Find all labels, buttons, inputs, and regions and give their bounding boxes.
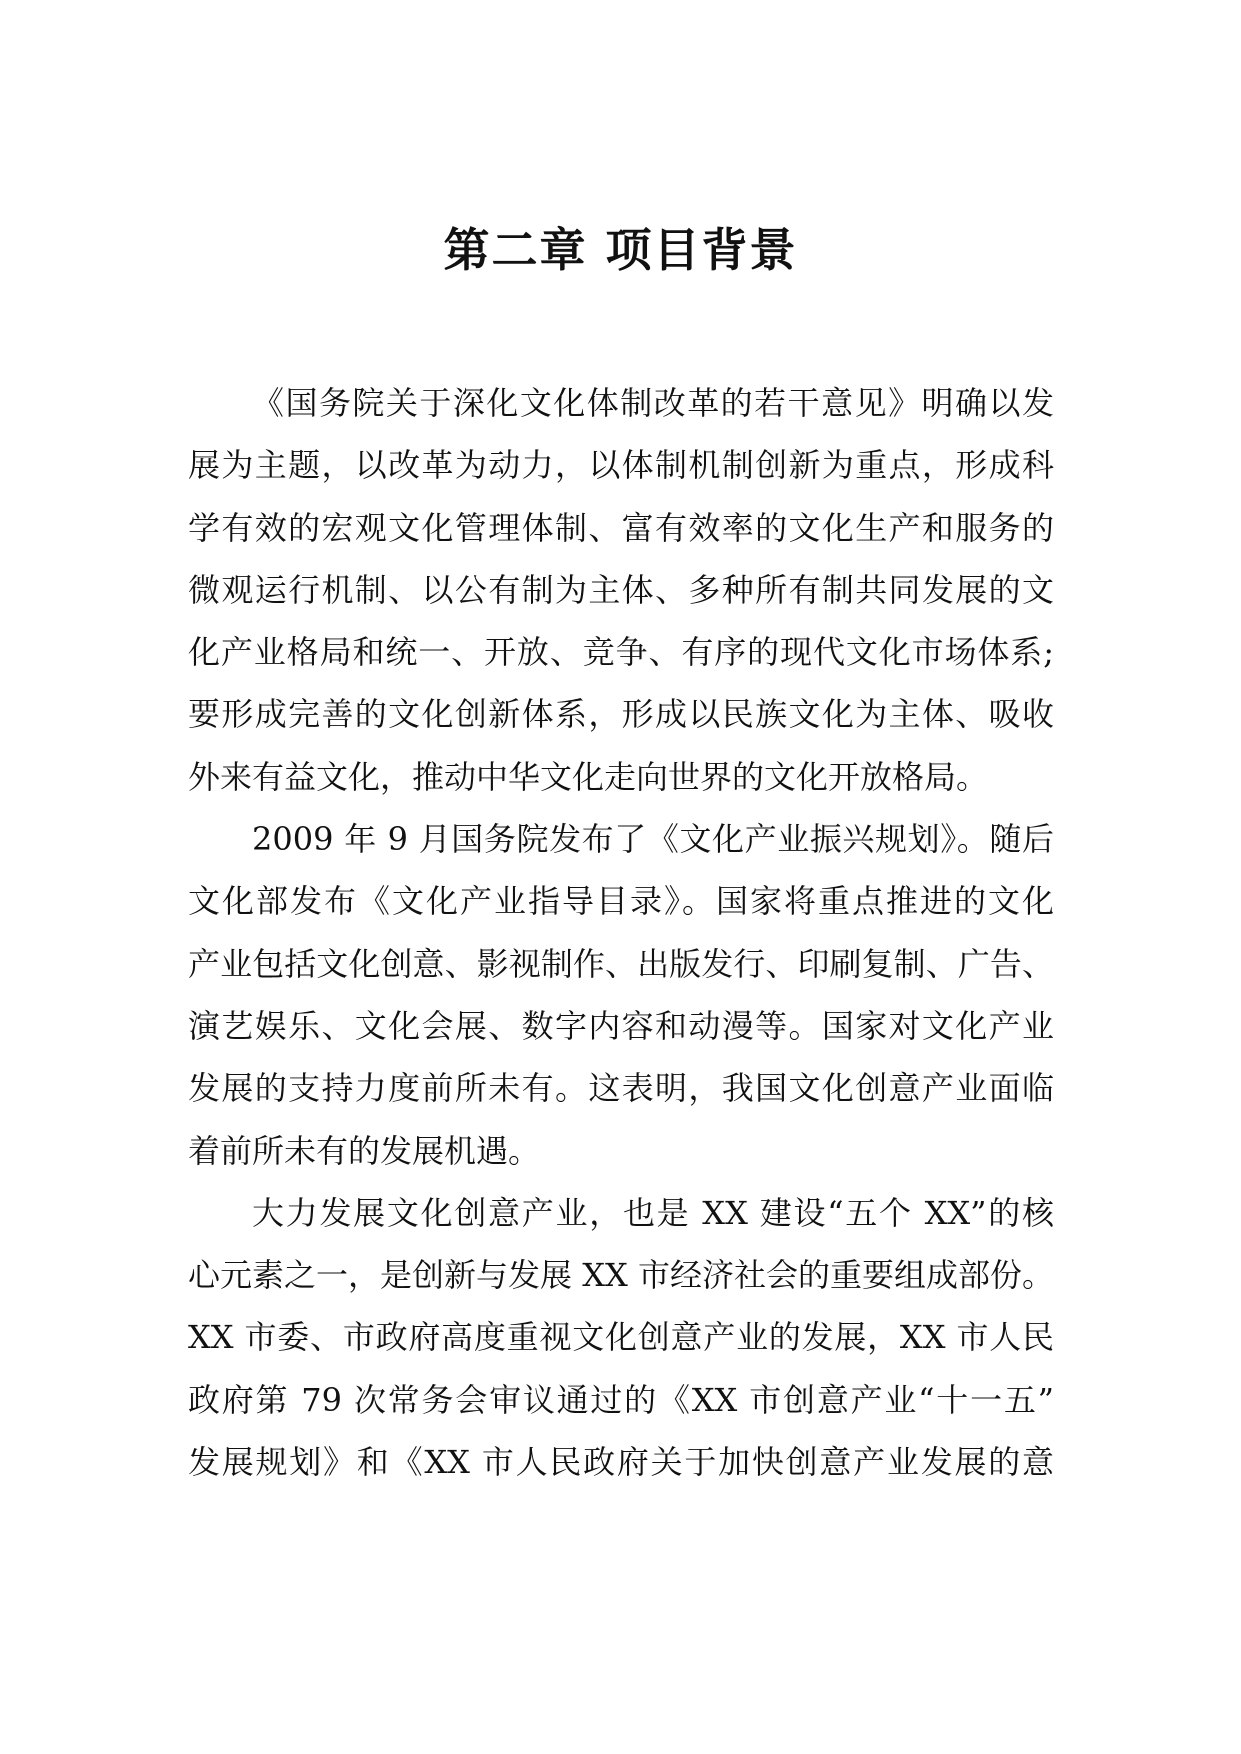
paragraph-2-line: 产业包括文化创意、影视制作、出版发行、印刷复制、广告、: [188, 944, 1054, 983]
paragraph-1-line: 展为主题，以改革为动力，以体制机制创新为重点，形成科: [188, 446, 1054, 485]
chapter-title: 第二章 项目背景: [443, 223, 798, 277]
paragraph-2-line: 发展的支持力度前所未有。这表明，我国文化创意产业面临: [188, 1069, 1054, 1108]
paragraph-2-line: 演艺娱乐、文化会展、数字内容和动漫等。国家对文化产业: [188, 1006, 1054, 1045]
body-text: [188, 372, 1054, 1493]
paragraph-2-line: 着前所未有的发展机遇。: [188, 1131, 541, 1170]
paragraph-3-line: 大力发展文化创意产业，也是 XX 建设“五个 XX”的核: [252, 1193, 1054, 1232]
paragraph-1-line: 学有效的宏观文化管理体制、富有效率的文化生产和服务的: [188, 508, 1054, 547]
paragraph-3-line: XX 市委、市政府高度重视文化创意产业的发展，XX 市人民: [188, 1318, 1054, 1357]
paragraph-2-line: 2009 年 9 月国务院发布了《文化产业振兴规划》。随后: [252, 820, 1054, 859]
paragraph-3-line: 政府第 79 次常务会审议通过的《XX 市创意产业“十一五”: [188, 1380, 1054, 1419]
paragraph-2-line: 文化部发布《文化产业指导目录》。国家将重点推进的文化: [188, 882, 1054, 921]
paragraph-1-line: 化产业格局和统一、开放、竞争、有序的现代文化市场体系;: [188, 633, 1054, 672]
paragraph-1-line: 《国务院关于深化文化体制改革的若干意见》明确以发: [252, 384, 1054, 422]
paragraph-1-line: 微观运行机制、以公有制为主体、多种所有制共同发展的文: [188, 570, 1054, 609]
paragraph-1-line: 要形成完善的文化创新体系，形成以民族文化为主体、吸收: [188, 695, 1054, 734]
paragraph-3-line: 心元素之一，是创新与发展 XX 市经济社会的重要组成部份。: [188, 1256, 1054, 1295]
paragraph-1-line: 外来有益文化，推动中华文化走向世界的文化开放格局。: [188, 757, 989, 796]
paragraph-3-line: 发展规划》和《XX 市人民政府关于加快创意产业发展的意: [188, 1443, 1054, 1482]
